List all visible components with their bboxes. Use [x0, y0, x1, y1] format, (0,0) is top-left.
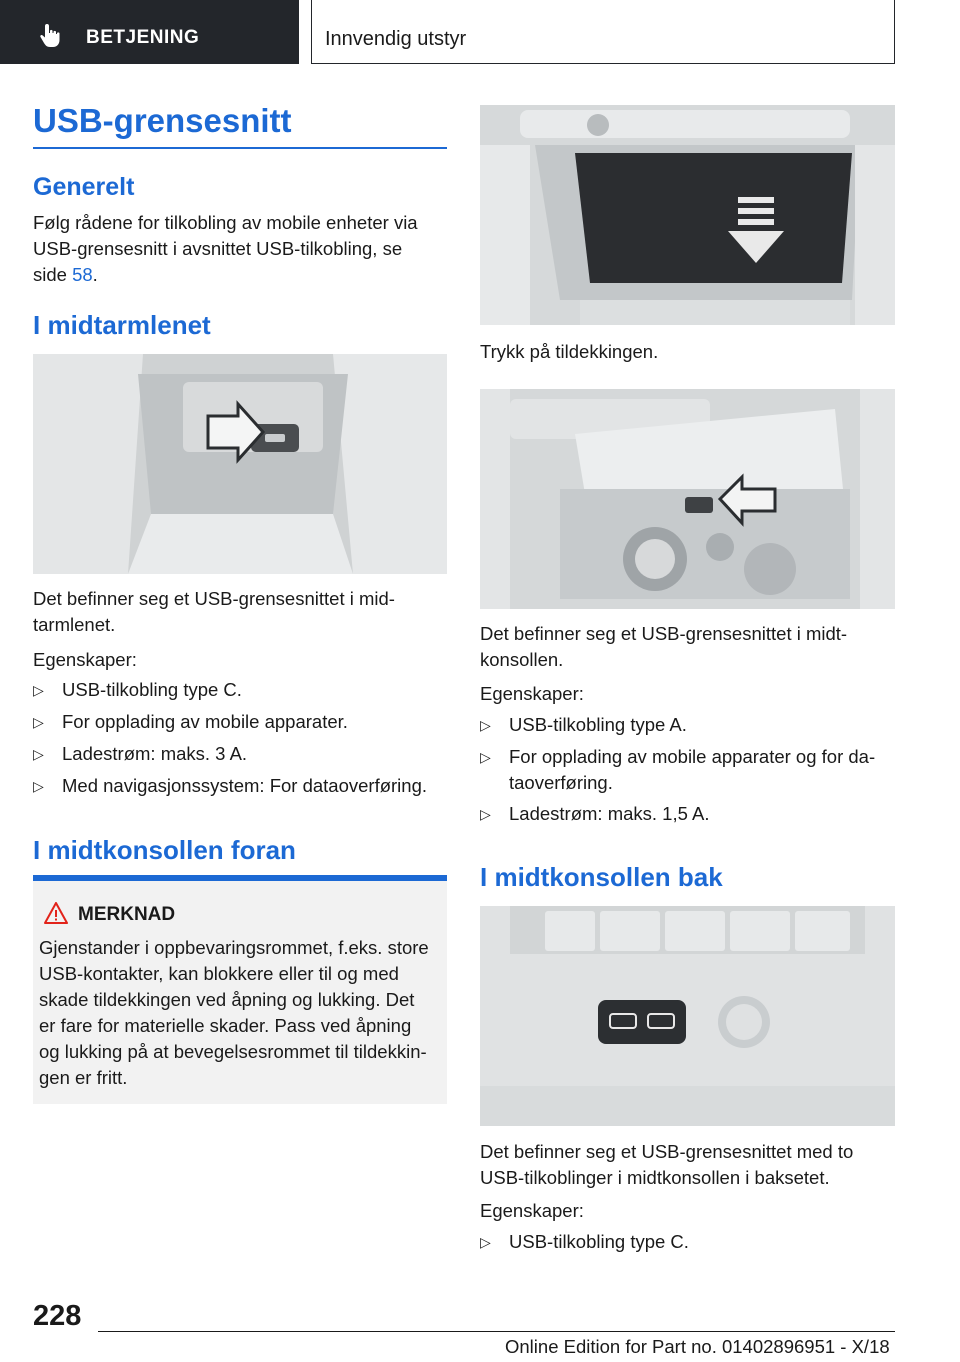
general-line-3-text: side	[33, 264, 73, 285]
heading-general: Generelt	[33, 173, 135, 201]
caption-press-cover: Trykk på tildekkingen.	[480, 341, 659, 362]
armrest-usb-figure	[33, 354, 447, 574]
footer-rule	[98, 1331, 895, 1332]
page-number: 228	[33, 1300, 82, 1332]
rear-console-caption-line-2: USB-tilkoblinger i midtkonsollen i baksetet.	[480, 1167, 830, 1188]
triangle-right-icon: ▷	[33, 778, 44, 794]
triangle-right-icon: ▷	[33, 746, 44, 762]
rear-console-usb-figure	[480, 906, 895, 1126]
general-text	[33, 210, 447, 288]
triangle-right-icon: ▷	[480, 717, 491, 733]
warning-triangle-icon	[44, 902, 68, 924]
front-console-caption	[480, 621, 895, 673]
front-console-props-label: Egenskaper:	[480, 683, 584, 704]
triangle-right-icon: ▷	[33, 714, 44, 730]
console-cover-illustration	[480, 105, 895, 325]
armrest-caption-line-1: Det befinner seg et USB-grensesnittet i mid-	[33, 588, 395, 609]
notice-line: Gjenstander i oppbevaringsrommet, f.eks. store	[39, 937, 429, 958]
notice-line: skade tildekkingen ved åpning og lukking. Det	[39, 989, 415, 1010]
rear-console-caption-line-1: Det befinner seg et USB-grensesnittet med to	[480, 1141, 854, 1162]
notice-line: og lukking på at bevegelsesrommet til tildekkin-	[39, 1041, 427, 1062]
general-line-3	[33, 262, 447, 288]
rear-console-caption	[480, 1139, 895, 1191]
rear-console-props-label: Egenskaper:	[480, 1200, 584, 1221]
title-rule	[33, 147, 447, 149]
front-console-caption-line-1: Det befinner seg et USB-grensesnittet i midt-	[480, 623, 848, 644]
page-title: USB-grensesnitt	[33, 102, 292, 139]
armrest-caption-line-2: tarmlenet.	[33, 614, 116, 635]
general-line-2: USB-grensesnitt i avsnittet USB-tilkobling, se	[33, 238, 403, 259]
front-console-illustration	[480, 389, 895, 609]
notice-line: USB-kontakter, kan blokkere eller til og med	[39, 963, 399, 984]
rear-console-illustration	[480, 906, 895, 1126]
notice-line: er fare for materielle skader. Pass ved åpning	[39, 1015, 412, 1036]
hand-pointer-icon	[38, 22, 64, 48]
console-cover-figure	[480, 105, 895, 325]
header-section-label: BETJENING	[86, 27, 200, 48]
triangle-right-icon: ▷	[480, 749, 491, 765]
header-chapter-label: Innvendig utstyr	[325, 28, 467, 50]
general-line-3-end: .	[92, 264, 98, 285]
heading-armrest: I midtarmlenet	[33, 310, 211, 340]
heading-front-console: I midtkonsollen foran	[33, 835, 296, 865]
notice-text	[39, 935, 443, 1091]
front-console-caption-line-2: konsollen.	[480, 649, 564, 670]
footer-edition: Online Edition for Part no. 01402896951 - X/18	[505, 1336, 890, 1357]
general-line-1: Følg rådene for tilkobling av mobile enheter via	[33, 212, 418, 233]
triangle-right-icon: ▷	[33, 682, 44, 698]
page-reference-link[interactable]: 58	[72, 264, 93, 285]
heading-rear-console: I midtkonsollen bak	[480, 862, 723, 892]
notice-title: MERKNAD	[78, 904, 176, 925]
notice-line: gen er fritt.	[39, 1067, 128, 1088]
front-console-usb-figure	[480, 389, 895, 609]
armrest-illustration	[33, 354, 447, 574]
header-section-tab	[0, 0, 299, 64]
triangle-right-icon: ▷	[480, 1234, 491, 1250]
triangle-right-icon: ▷	[480, 806, 491, 822]
armrest-caption	[33, 586, 447, 638]
armrest-props-label: Egenskaper:	[33, 649, 137, 670]
